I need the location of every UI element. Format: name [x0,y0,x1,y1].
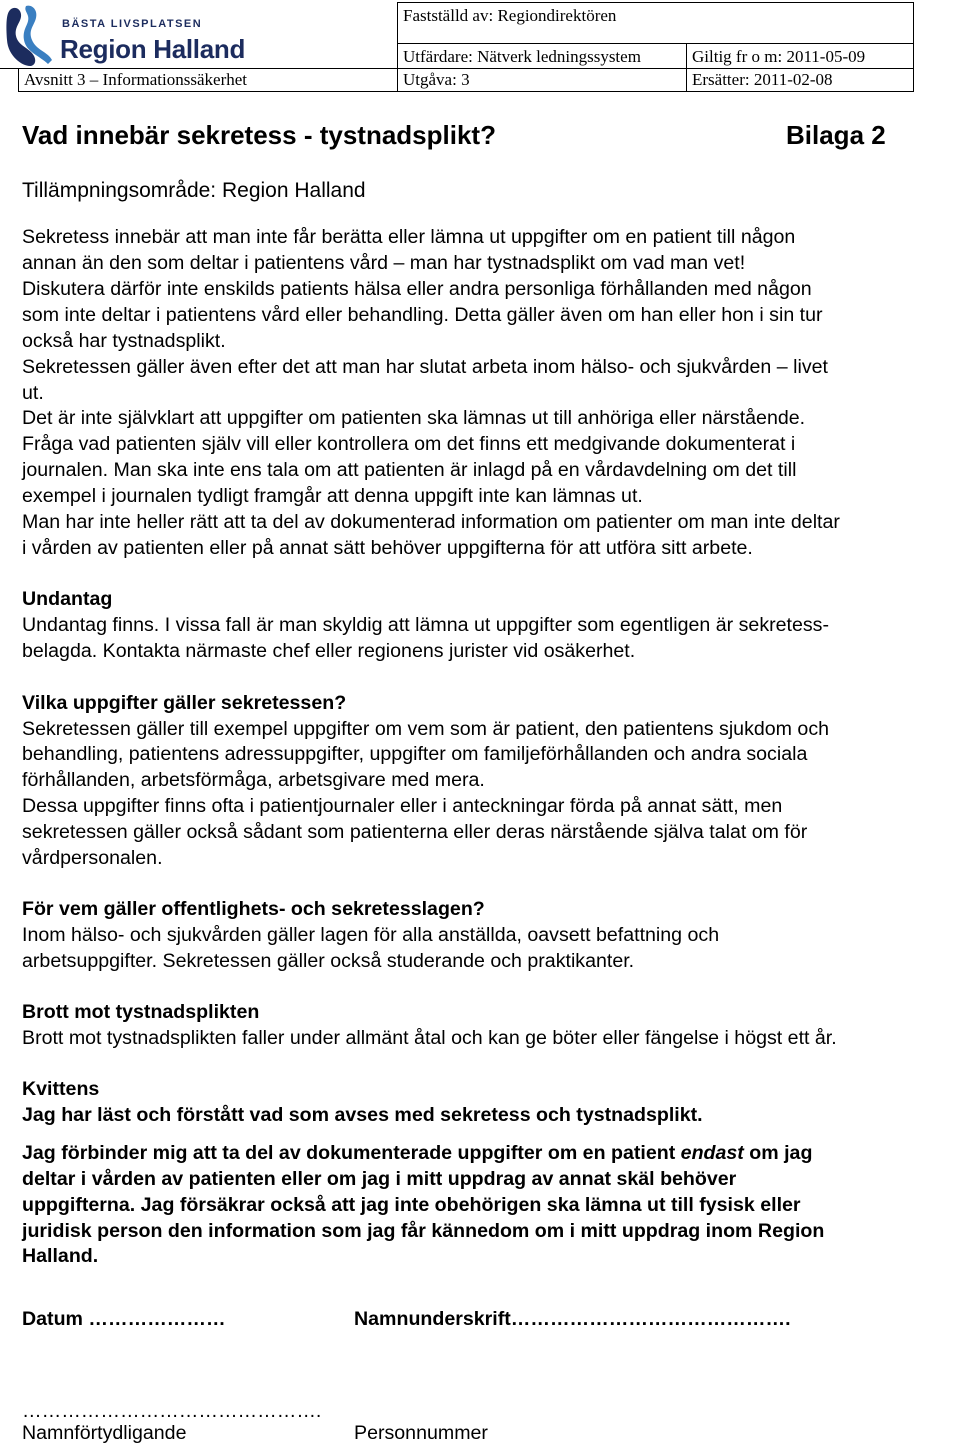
bilaga-label: Bilaga 2 [786,120,886,150]
vilka-line: Dessa uppgifter finns ofta i patientjournaler eller i anteckningar förda på annat sätt, men [22,795,783,817]
faststalld-cell: Fastställd av: Regiondirektören [397,2,914,44]
header-rule [0,68,18,69]
kvittens-commitment-line: uppgifterna. Jag försäkrar också att jag inte obehörigen ska lämna ut till fysisk eller [22,1194,801,1216]
utfardare-cell: Utfärdare: Nätverk ledningssystem [397,43,687,69]
intro-line: Fråga vad patienten själv vill eller kontrollera om det finns ett medgivande dokumenterat i [22,433,796,455]
undantag-line: Undantag finns. I vissa fall är man skyldig att lämna ut uppgifter som egentligen är sekretess- [22,614,830,636]
undantag-line: belagda. Kontakta närmaste chef eller regionens jurister vid osäkerhet. [22,640,636,662]
utgava-cell: Utgåva: 3 [397,68,687,92]
forvem-heading: För vem gäller offentlighets- och sekretesslagen? [22,898,485,920]
logo-name: Region Halland [60,34,246,64]
intro-line: Man har inte heller rätt att ta del av dokumenterad information om patienter om man inte deltar [22,511,840,533]
giltig-cell: Giltig fr o m: 2011-05-09 [686,43,914,69]
namnfortydligande-label: Namnförtydligande [22,1422,187,1444]
intro-line: annan än den som deltar i patientens vård – man har tystnadsplikt om vad man vet! [22,252,746,274]
kvittens-text-a: Jag förbinder mig att ta del av dokumenterade uppgifter om en patient [22,1142,681,1164]
avsnitt-cell: Avsnitt 3 – Informationssäkerhet [18,68,398,92]
personnummer-label: Personnummer [354,1422,488,1444]
ersatter-cell: Ersätter: 2011-02-08 [686,68,914,92]
kvittens-commitment-line: Halland. [22,1245,99,1267]
kvittens-heading: Kvittens [22,1078,100,1100]
vilka-line: behandling, patientens adressuppgifter, uppgifter om familjeförhållanden och andra sociala [22,743,808,765]
kvittens-emphasis: endast [680,1142,744,1164]
kvittens-commitment-line [22,1140,812,1166]
intro-line: Sekretessen gäller även efter det att man har slutat arbeta inom hälso- och sjukvården – livet [22,356,828,378]
scope-line: Tillämpningsområde: Region Halland [22,179,366,202]
forvem-line: Inom hälso- och sjukvården gäller lagen för alla anställda, oavsett befattning och [22,924,720,946]
intro-line: ut. [22,382,44,404]
intro-line: journalen. Man ska inte ens tala om att patienten är inlagd på en vårdavdelning om det till [22,459,797,481]
kvittens-commitment-line: deltar i vården av patienten eller om jag i mitt uppdrag av annat skäl behöver [22,1168,737,1190]
intro-line: Diskutera därför inte enskilds patients hälsa eller andra personliga förhållanden med någon [22,278,812,300]
datum-field[interactable]: Datum ………………… [22,1308,226,1330]
vilka-line: vårdpersonalen. [22,847,163,869]
brott-heading: Brott mot tystnadsplikten [22,1001,260,1023]
vilka-line: förhållanden, arbetsförmåga, arbetsgivare med mera. [22,769,485,791]
intro-line: exempel i journalen tydligt framgår att denna uppgift inte kan lämnas ut. [22,485,643,507]
vilka-line: sekretessen gäller också sådant som patienterna eller deras närstående själva talat om för [22,821,808,843]
namnunderskrift-field[interactable]: Namnunderskrift……………………………………. [354,1308,791,1330]
logo-emblem-icon [4,4,56,66]
undantag-heading: Undantag [22,588,113,610]
namnfortydligande-dots[interactable]: ………………………………………. [22,1400,322,1422]
kvittens-commitment-line: juridisk person den information som jag får kännedom om i mitt uppdrag inom Region [22,1220,825,1242]
brott-line: Brott mot tystnadsplikten faller under allmänt åtal och kan ge böter eller fängelse i högst ett år. [22,1027,837,1049]
vilka-line: Sekretessen gäller till exempel uppgifter om vem som är patient, den patientens sjukdom och [22,718,830,740]
intro-line: i vården av patienten eller på annat sätt behöver uppgifterna för att utföra sitt arbete. [22,537,753,559]
intro-line: Sekretess innebär att man inte får berätta eller lämna ut uppgifter om en patient till någon [22,226,796,248]
kvittens-text-b: om jag [743,1142,813,1164]
kvittens-statement: Jag har läst och förstått vad som avses med sekretess och tystnadsplikt. [22,1104,703,1126]
logo-tagline: BÄSTA LIVSPLATSEN [62,18,203,30]
forvem-line: arbetsuppgifter. Sekretessen gäller också studerande och praktikanter. [22,950,635,972]
page-title: Vad innebär sekretess - tystnadsplikt? [22,120,496,150]
region-halland-logo [0,0,260,70]
intro-line: som inte deltar i patientens vård eller behandling. Detta gäller även om han eller hon i sin tur [22,304,823,326]
intro-line: också har tystnadsplikt. [22,330,226,352]
intro-line: Det är inte självklart att uppgifter om patienten ska lämnas ut till anhöriga eller närstående. [22,407,806,429]
document-header [0,0,916,92]
vilka-heading: Vilka uppgifter gäller sekretessen? [22,692,347,714]
